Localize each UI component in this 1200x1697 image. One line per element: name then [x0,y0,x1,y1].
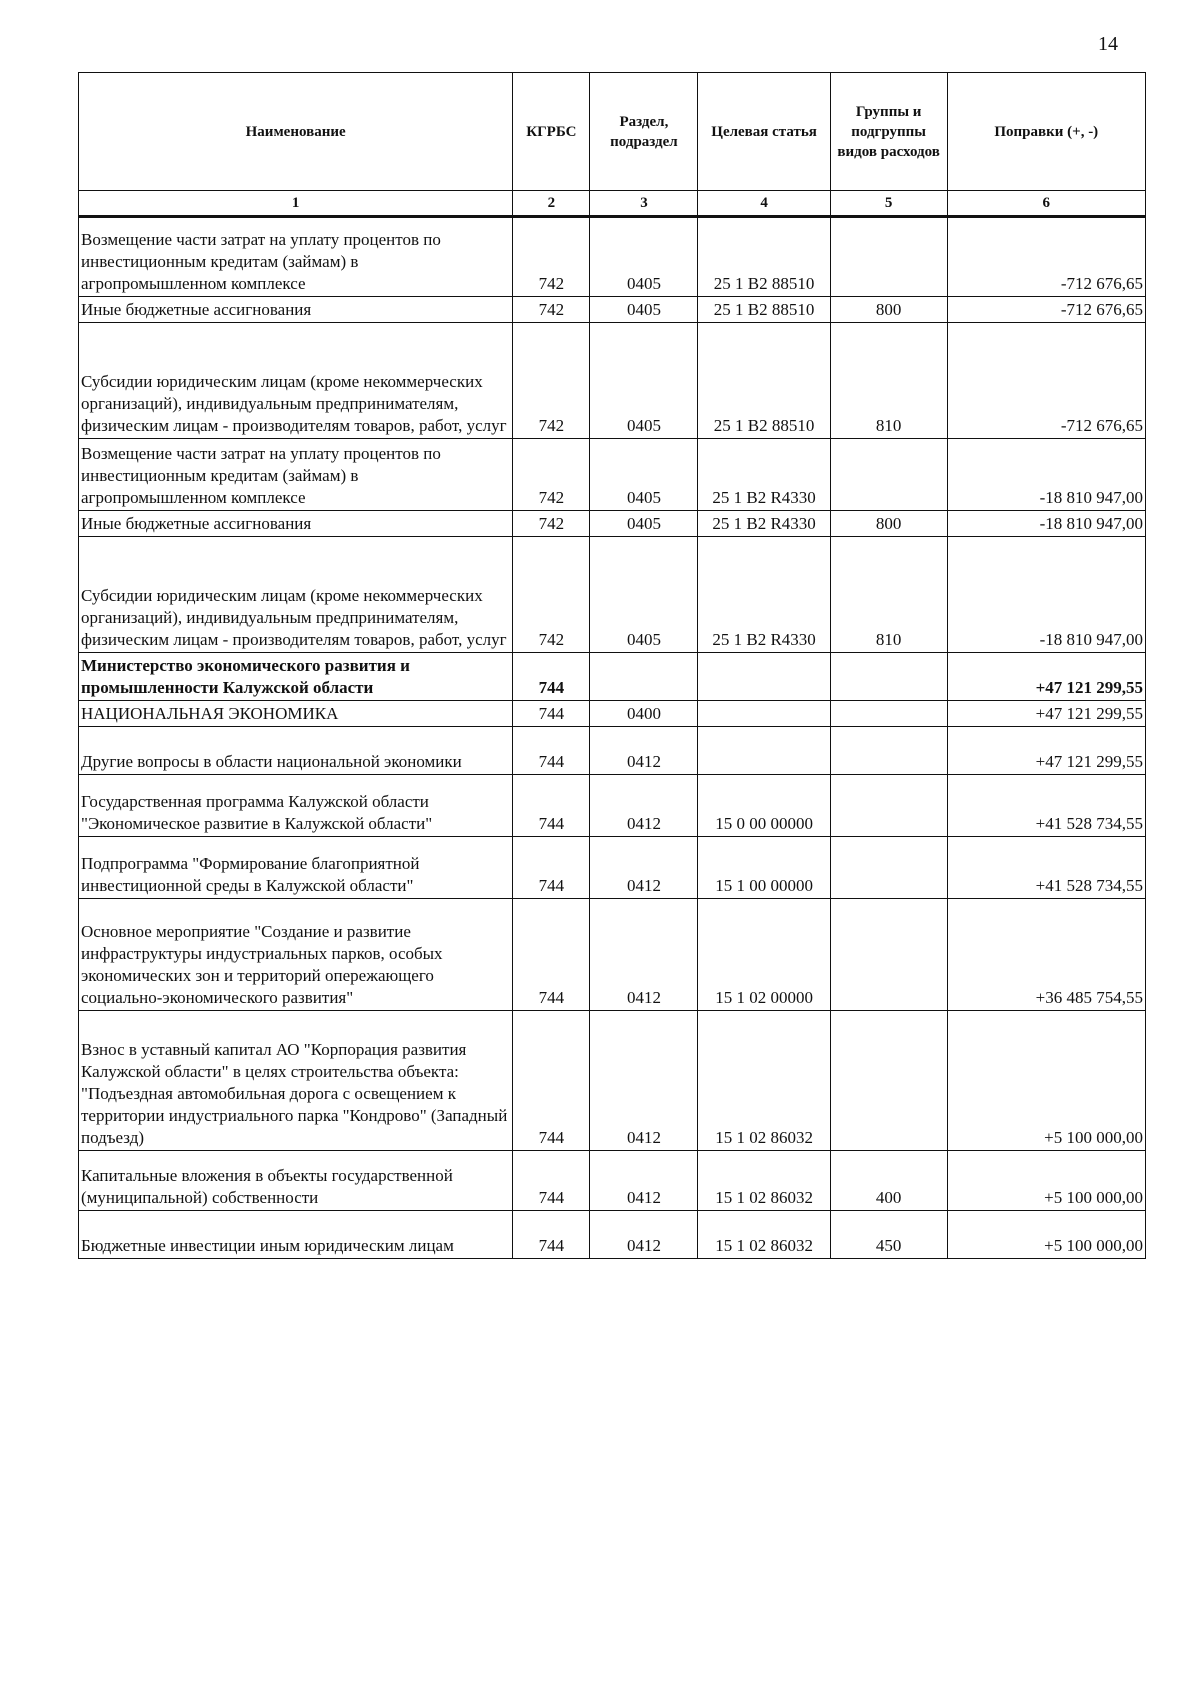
table-row [79,511,1146,537]
table-body [79,217,1146,1259]
row-amount: -712 676,65 [947,217,1145,297]
table-row [79,217,1146,297]
row-amount: +41 528 734,55 [947,837,1145,899]
row-kgrbs: 742 [513,537,590,653]
row-name: Министерство экономического развития и промышленности Калужской области [79,653,513,701]
row-section: 0405 [590,537,698,653]
row-kgrbs: 744 [513,653,590,701]
row-amount: +47 121 299,55 [947,701,1145,727]
row-kgrbs: 744 [513,899,590,1011]
table-row [79,727,1146,775]
row-target: 15 1 02 86032 [698,1011,830,1151]
table-row [79,297,1146,323]
row-target: 15 1 00 00000 [698,837,830,899]
row-group [830,701,947,727]
row-kgrbs: 744 [513,727,590,775]
row-section: 0405 [590,323,698,439]
row-kgrbs: 742 [513,297,590,323]
row-amount: +41 528 734,55 [947,775,1145,837]
table-row [79,439,1146,511]
row-kgrbs: 744 [513,837,590,899]
row-group [830,775,947,837]
header-row [79,73,1146,191]
row-name: Государственная программа Калужской области "Экономическое развитие в Калужской области" [79,775,513,837]
row-name: Возмещение части затрат на уплату процентов по инвестиционным кредитам (займам) в агропромышленном комплексе [79,439,513,511]
row-amount: -18 810 947,00 [947,439,1145,511]
row-kgrbs: 742 [513,217,590,297]
row-name: Основное мероприятие "Создание и развитие инфраструктуры индустриальных парков, особых экономических зон и территорий опережающего социально-экономического развития" [79,899,513,1011]
row-group [830,899,947,1011]
row-target: 25 1 B2 R4330 [698,439,830,511]
header-section: Раздел, подраздел [590,73,698,191]
row-target: 25 1 B2 88510 [698,297,830,323]
row-section: 0412 [590,1151,698,1211]
table-row [79,653,1146,701]
row-section: 0405 [590,511,698,537]
row-amount: -712 676,65 [947,297,1145,323]
column-number: 4 [698,191,830,217]
row-amount: +36 485 754,55 [947,899,1145,1011]
row-amount: -18 810 947,00 [947,511,1145,537]
row-group [830,217,947,297]
header-name: Наименование [79,73,513,191]
row-name: Субсидии юридическим лицам (кроме некоммерческих организаций), индивидуальным предпринимателям, физическим лицам - производителям товаров, работ, услуг [79,323,513,439]
row-group [830,439,947,511]
row-target: 25 1 B2 R4330 [698,511,830,537]
row-kgrbs: 744 [513,701,590,727]
row-kgrbs: 744 [513,1011,590,1151]
row-name: НАЦИОНАЛЬНАЯ ЭКОНОМИКА [79,701,513,727]
table-row [79,837,1146,899]
column-number: 1 [79,191,513,217]
page-number: 14 [1098,33,1118,55]
row-name: Иные бюджетные ассигнования [79,297,513,323]
header-amendments: Поправки (+, -) [947,73,1145,191]
row-name: Другие вопросы в области национальной экономики [79,727,513,775]
budget-table [78,72,1146,1259]
column-number: 2 [513,191,590,217]
row-amount: +47 121 299,55 [947,653,1145,701]
row-group: 800 [830,297,947,323]
row-name: Подпрограмма "Формирование благоприятной инвестиционной среды в Калужской области" [79,837,513,899]
row-kgrbs: 742 [513,511,590,537]
row-kgrbs: 744 [513,1211,590,1259]
row-group [830,727,947,775]
table-row [79,1011,1146,1151]
row-target: 15 1 02 86032 [698,1211,830,1259]
row-section [590,653,698,701]
header-target: Целевая статья [698,73,830,191]
row-group: 810 [830,537,947,653]
row-target: 25 1 B2 88510 [698,323,830,439]
table-row [79,323,1146,439]
column-number: 3 [590,191,698,217]
row-group: 450 [830,1211,947,1259]
row-group [830,837,947,899]
table-row [79,775,1146,837]
column-number: 6 [947,191,1145,217]
table-row [79,899,1146,1011]
row-group [830,1011,947,1151]
row-target: 15 0 00 00000 [698,775,830,837]
row-target: 25 1 B2 R4330 [698,537,830,653]
row-kgrbs: 742 [513,439,590,511]
row-target [698,701,830,727]
row-section: 0412 [590,1211,698,1259]
header-groups: Группы и подгруппы видов расходов [830,73,947,191]
row-name: Возмещение части затрат на уплату процентов по инвестиционным кредитам (займам) в агропромышленном комплексе [79,217,513,297]
row-target: 15 1 02 00000 [698,899,830,1011]
table-row [79,1151,1146,1211]
row-section: 0405 [590,297,698,323]
table-row [79,701,1146,727]
row-name: Бюджетные инвестиции иным юридическим лицам [79,1211,513,1259]
row-amount: +5 100 000,00 [947,1151,1145,1211]
row-section: 0412 [590,899,698,1011]
row-target [698,727,830,775]
row-name: Иные бюджетные ассигнования [79,511,513,537]
row-section: 0405 [590,439,698,511]
row-kgrbs: 742 [513,323,590,439]
row-section: 0412 [590,837,698,899]
row-section: 0412 [590,1011,698,1151]
row-group [830,653,947,701]
row-group: 800 [830,511,947,537]
row-kgrbs: 744 [513,1151,590,1211]
row-target [698,653,830,701]
column-number-row [79,191,1146,217]
row-section: 0412 [590,775,698,837]
row-section: 0412 [590,727,698,775]
header-kgrbs: КГРБС [513,73,590,191]
row-group: 810 [830,323,947,439]
row-amount: -712 676,65 [947,323,1145,439]
row-section: 0405 [590,217,698,297]
row-kgrbs: 744 [513,775,590,837]
row-amount: +5 100 000,00 [947,1011,1145,1151]
row-section: 0400 [590,701,698,727]
row-amount: -18 810 947,00 [947,537,1145,653]
row-name: Субсидии юридическим лицам (кроме некоммерческих организаций), индивидуальным предпринимателям, физическим лицам - производителям товаров, работ, услуг [79,537,513,653]
row-name: Капитальные вложения в объекты государственной (муниципальной) собственности [79,1151,513,1211]
column-number: 5 [830,191,947,217]
table-row [79,537,1146,653]
row-amount: +47 121 299,55 [947,727,1145,775]
table-row [79,1211,1146,1259]
row-target: 15 1 02 86032 [698,1151,830,1211]
row-name: Взнос в уставный капитал АО "Корпорация развития Калужской области" в целях строительства объекта: "Подъездная автомобильная дорога с освещением к территории индустриального парка "Кондрово" (Западный подъезд) [79,1011,513,1151]
budget-table-container [78,72,1146,1259]
row-group: 400 [830,1151,947,1211]
row-target: 25 1 B2 88510 [698,217,830,297]
row-amount: +5 100 000,00 [947,1211,1145,1259]
